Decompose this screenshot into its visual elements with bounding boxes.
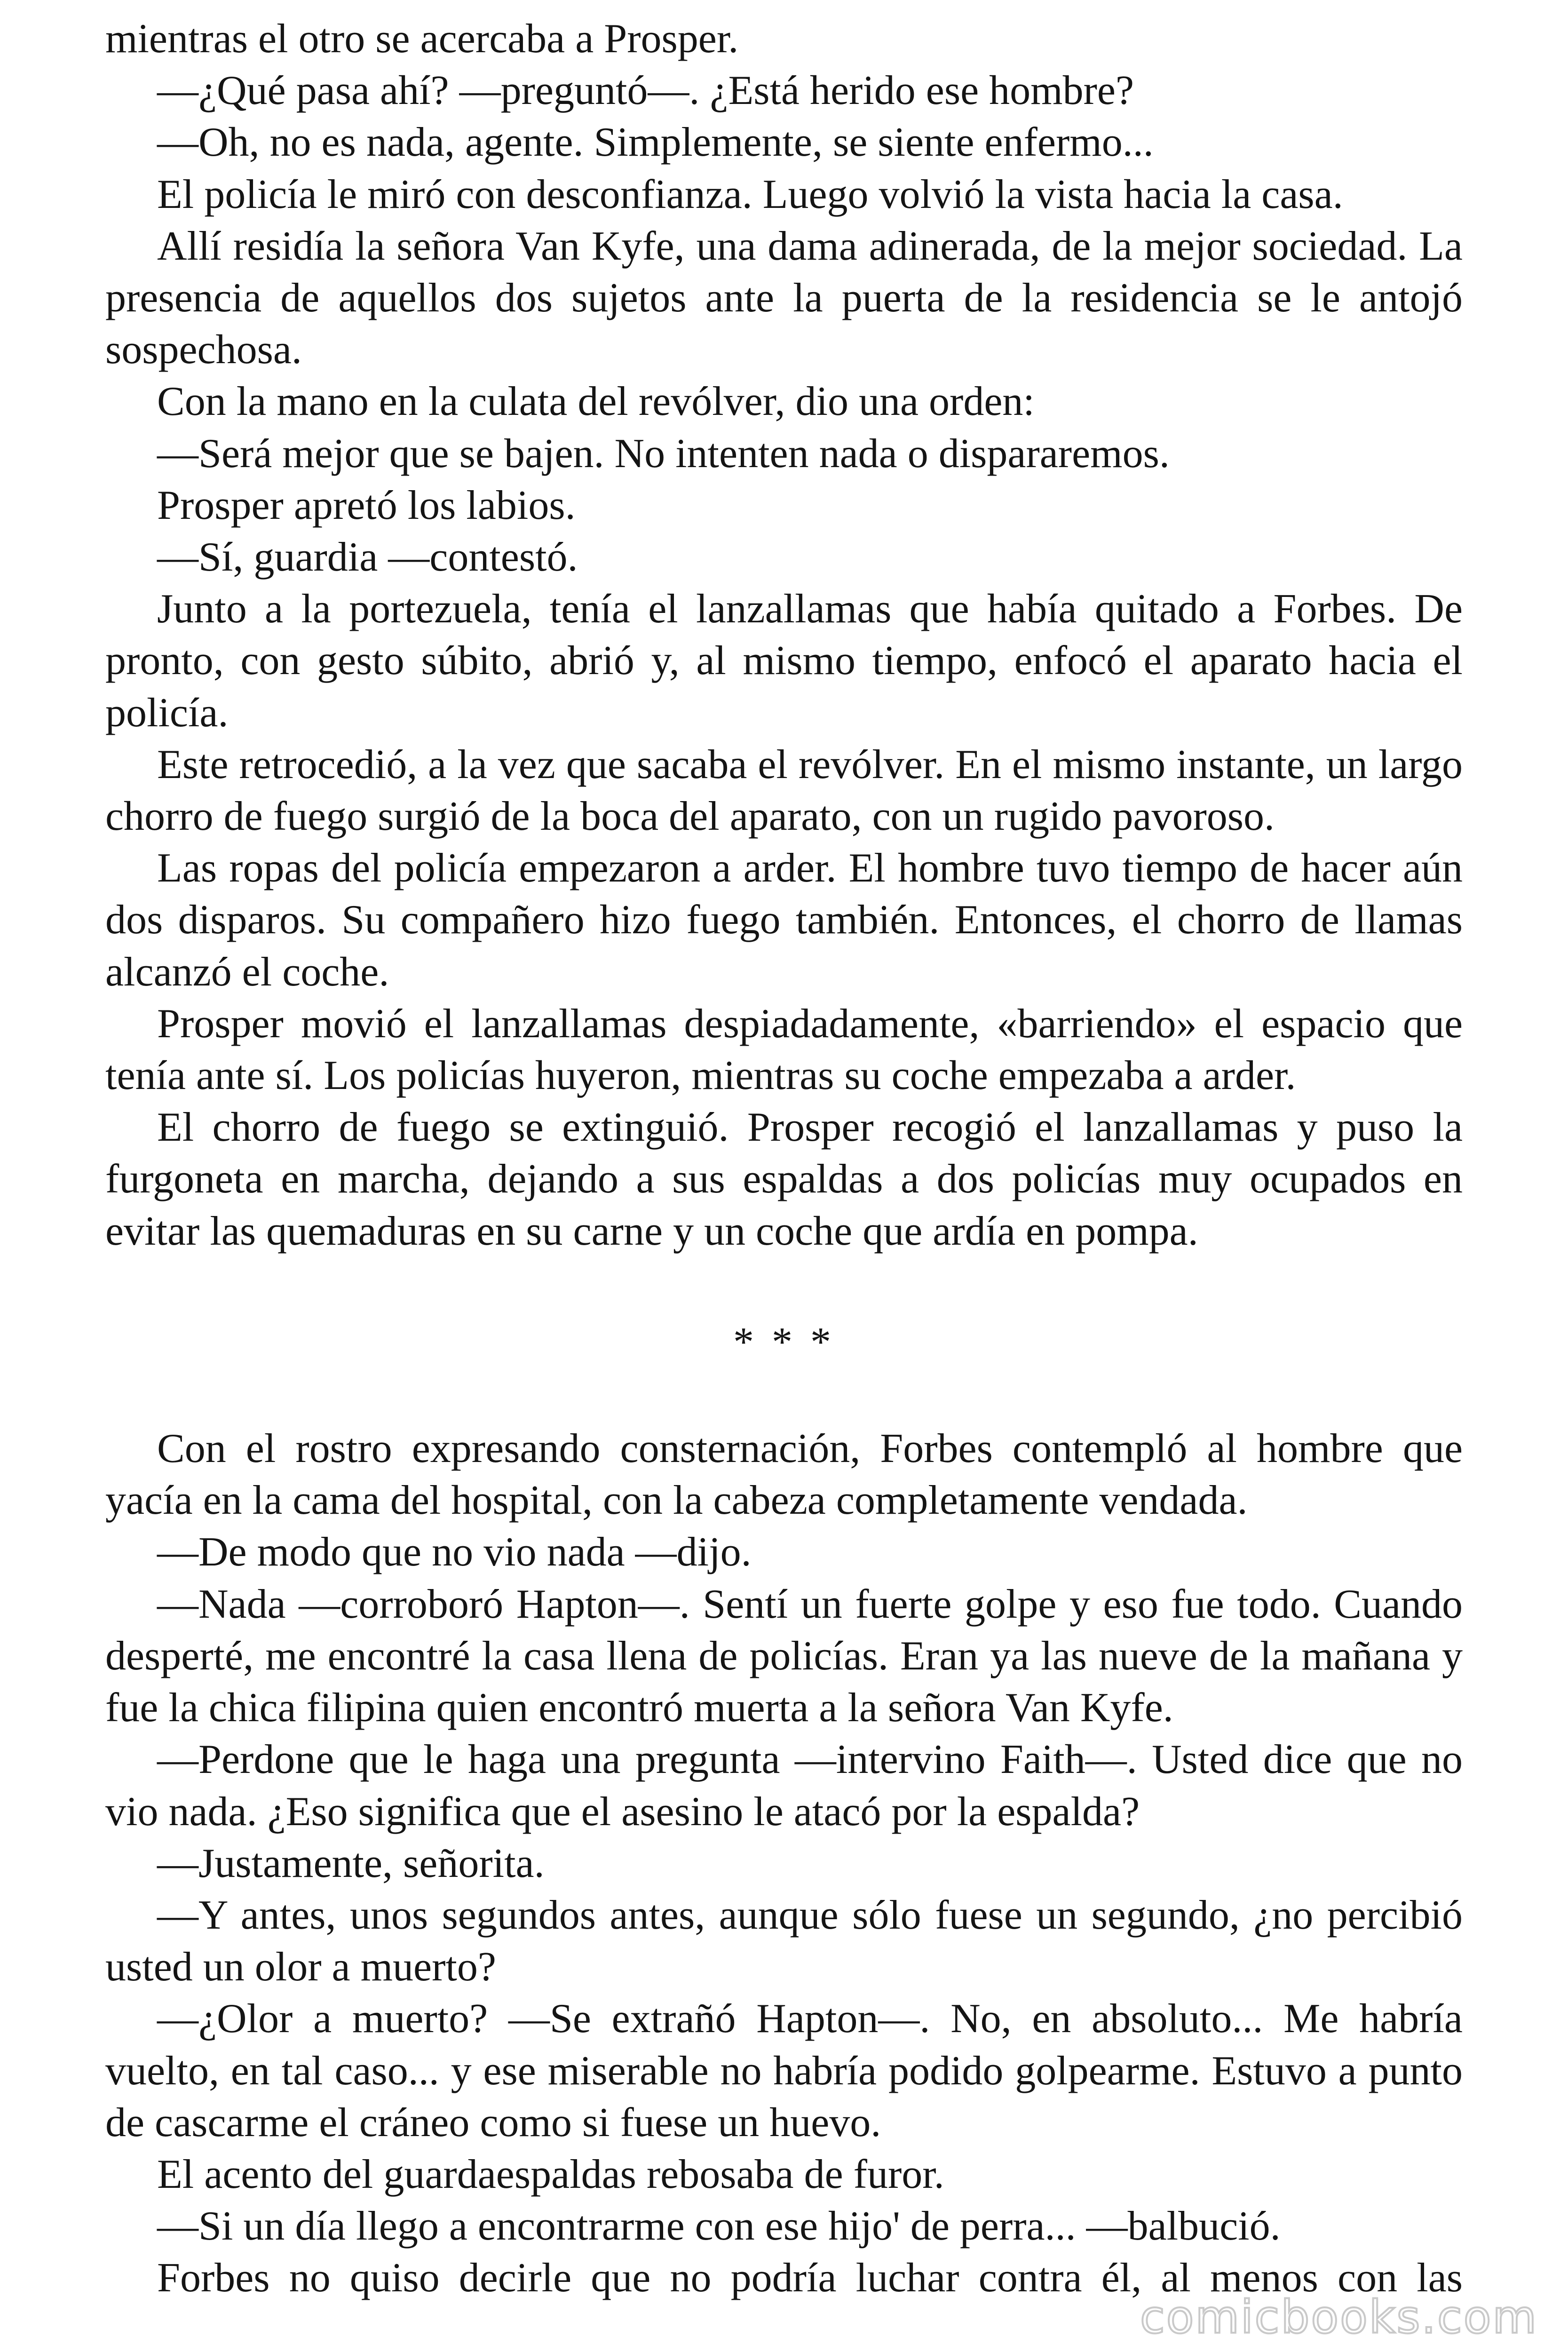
paragraph: —¿Qué pasa ahí? —preguntó—. ¿Está herido ese hombre? bbox=[157, 68, 1134, 114]
paragraph: —Si un día llego a encontrarme con ese hijo' de perra... —balbució. bbox=[157, 2203, 1281, 2249]
section-break: * * * bbox=[733, 1319, 835, 1365]
paragraph: Prosper apretó los labios. bbox=[157, 482, 576, 528]
paragraph: —¿Olor a muerto? —Se extrañó Hapton—. No, en absoluto... Me habría vuelto, en tal caso... y ese miserable no habría podido golpearme. Estuvo a punto de cascarme el cráneo como si fuese un huevo. bbox=[105, 1996, 1463, 2145]
paragraph: Prosper movió el lanzallamas despiadadamente, «barriendo» el espacio que tenía ante sí. Los policías huyeron, mientras su coche empezaba a arder. bbox=[105, 1001, 1463, 1099]
paragraph: Allí residía la señora Van Kyfe, una dama adinerada, de la mejor sociedad. La presencia de aquellos dos sujetos ante la puerta de la residencia se le antojó sospechosa. bbox=[105, 223, 1463, 373]
paragraph: —Oh, no es nada, agente. Simplemente, se siente enfermo... bbox=[157, 119, 1154, 166]
watermark: comicbooks.com bbox=[1140, 2291, 1538, 2344]
paragraph: —De modo que no vio nada —dijo. bbox=[157, 1529, 752, 1575]
paragraph-continuation: mientras el otro se acercaba a Prosper. bbox=[105, 16, 739, 62]
paragraph: Este retrocedió, a la vez que sacaba el revólver. En el mismo instante, un largo chorro de fuego surgió de la boca del aparato, con un rugido pavoroso. bbox=[105, 741, 1463, 840]
paragraph: El acento del guardaespaldas rebosaba de furor. bbox=[157, 2151, 944, 2197]
page-text bbox=[105, 13, 1463, 2304]
paragraph: Las ropas del policía empezaron a arder. El hombre tuvo tiempo de hacer aún dos disparos. Su compañero hizo fuego también. Entonces, el chorro de llamas alcanzó el coche. bbox=[105, 845, 1463, 995]
paragraph-last-line: Forbes no quiso decirle que no podría luchar contra él, al menos con las bbox=[157, 2255, 1463, 2301]
paragraph: Con el rostro expresando consternación, Forbes contempló al hombre que yacía en la cama del hospital, con la cabeza completamente vendada. bbox=[105, 1426, 1463, 1524]
paragraph: El policía le miró con desconfianza. Luego volvió la vista hacia la casa. bbox=[157, 171, 1343, 217]
paragraph: —Perdone que le haga una pregunta —intervino Faith—. Usted dice que no vio nada. ¿Eso significa que el asesino le atacó por la espalda? bbox=[105, 1737, 1463, 1835]
paragraph: —Y antes, unos segundos antes, aunque sólo fuese un segundo, ¿no percibió usted un olor a muerto? bbox=[105, 1892, 1463, 1990]
paragraph: —Justamente, señorita. bbox=[157, 1840, 545, 1886]
paragraph: —Nada —corroboró Hapton—. Sentí un fuerte golpe y eso fue todo. Cuando desperté, me encontré la casa llena de policías. Eran ya las nueve de la mañana y fue la chica filipina quien encontró muerta a la señora Van Kyfe. bbox=[105, 1581, 1463, 1731]
paragraph: Junto a la portezuela, tenía el lanzallamas que había quitado a Forbes. De pronto, con gesto súbito, abrió y, al mismo tiempo, enfocó el aparato hacia el policía. bbox=[105, 586, 1463, 736]
paragraph: Con la mano en la culata del revólver, dio una orden: bbox=[157, 379, 1035, 425]
paragraph: —Sí, guardia —contestó. bbox=[157, 534, 578, 580]
paragraph: El chorro de fuego se extinguió. Prosper recogió el lanzallamas y puso la furgoneta en marcha, dejando a sus espaldas a dos policías muy ocupados en evitar las quemaduras en su carne y un coche que ardía en pompa. bbox=[105, 1104, 1463, 1254]
paragraph: —Será mejor que se bajen. No intenten nada o dispararemos. bbox=[157, 430, 1170, 477]
